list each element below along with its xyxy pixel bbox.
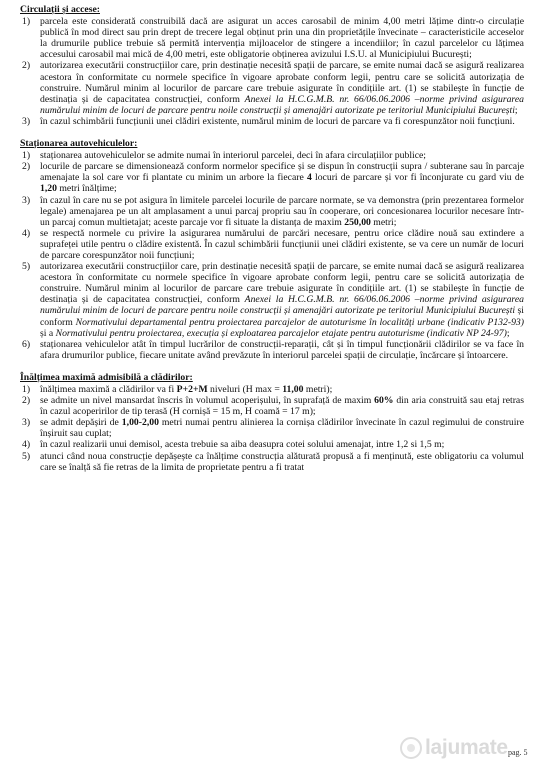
italic-reference: Normativului pentru proiectarea, execuția și exploatarea parcajelor etajate pentru autoturisme (indicativ NP 24-97)	[55, 327, 507, 339]
list-item-text	[36, 384, 524, 395]
list-item-number: 3)	[22, 115, 31, 127]
list-item	[20, 451, 524, 473]
text-run: staționarea autovehiculelor se admite numai în interiorul parcelei, deci în afara circulațiilor publice;	[40, 150, 426, 162]
text-run: metri);	[303, 384, 333, 395]
list-item-text	[36, 195, 524, 228]
italic-reference: Anexei la H.C.G.M.B. nr. 66/06.06.2006 –norme privind asigurarea numărului minim de locuri de parcare pentru noile construcții și amenajări autorizate pe teritoriul Municipiului București	[40, 93, 524, 116]
list-item-number: 5)	[22, 450, 31, 462]
list-item-number: 2)	[22, 161, 31, 173]
list-item	[20, 417, 524, 439]
list-stationarea	[20, 150, 524, 361]
list-item-number: 2)	[22, 60, 31, 72]
section-title-circulatii: Circulații și accese:	[20, 4, 100, 15]
text-run: din aria construită sau etaj retras în cazul acoperirilor de tip terasă (H cornișă = 15 m, H coamă = 17 m);	[40, 395, 524, 418]
list-item-number: 3)	[22, 194, 31, 206]
text-run: și conform	[40, 305, 524, 328]
text-run: ;	[506, 327, 510, 339]
list-item-number: 5)	[22, 261, 31, 273]
list-inaltimea	[20, 384, 524, 473]
text-run: în cazul realizarii unui demisol, acesta trebuie sa aiba deasupra cotei solului amenajat, intre 1,2 si 1,5 m;	[40, 439, 445, 451]
page-number: pag. 5	[508, 748, 528, 757]
list-item	[20, 161, 524, 194]
list-item	[20, 228, 524, 261]
text-run: parcela este considerată construibilă dacă are asigurat un acces carosabil de minim 4,00 metri lățime dintr-o circulație publică în mod direct sau prin drept de trecere legal obținut prin una din proprietățile învecinate – caracteristicile acceselor la drumurile publice trebuie să permită intervenția mijloacelor de stingere a incendiilor; în cazul parcelelor cu lățimea accesului carosabil mai mică de 4,00 metri, este obligatorie obținerea avizului I.S.U. al Municipiului București;	[40, 16, 524, 61]
text-run: niveluri (H max =	[207, 384, 283, 395]
bold-value: 4	[306, 172, 312, 184]
italic-reference: Normativului departamental pentru proiectarea parcajelor de autoturisme în localități urbane (indicativ P132-93)	[75, 316, 524, 328]
watermark-text: lajumate	[425, 736, 508, 759]
bold-value: 1,20	[40, 183, 57, 195]
list-item-text	[36, 228, 524, 261]
text-run: metri înălțime;	[56, 183, 117, 195]
list-item-number: 6)	[22, 338, 31, 350]
text-run: în cazul schimbării funcțiunii unei clădiri existente, numărul minim de locuri de parcare va fi corespunzător noii funcțiuni.	[40, 115, 515, 127]
list-item-number: 1)	[22, 150, 31, 162]
text-run: se respectă normele cu privire la asigurarea numărului de parcări necesare, pentru orice clădire nouă sau extindere a suprafeței utile pentru o clădire existentă. În cazul schimbării funcțiunii unei clădiri existente, se va cere un număr de locuri de parcare corespunzător noii funcțiuni;	[40, 227, 524, 261]
list-item-number: 4)	[22, 227, 31, 239]
text-run: metri numai pentru alinierea la cornișa clădirilor învecinate în cazul regimului de construire înșiruit sau cuplat;	[40, 417, 524, 440]
section-title-inaltimea: Înălțimea maximă admisibilă a clădirilor:	[20, 371, 193, 383]
list-item-number: 2)	[22, 395, 31, 407]
list-item-text	[36, 16, 524, 60]
list-item-number: 1)	[22, 384, 31, 395]
section-spacer	[20, 361, 524, 372]
list-item-text	[36, 439, 524, 450]
list-item-number: 3)	[22, 417, 31, 429]
bold-value: 60%	[374, 395, 394, 407]
list-item-text	[36, 451, 524, 473]
list-item-text	[36, 60, 524, 115]
list-item-number: 1)	[22, 16, 31, 28]
text-run: înălțimea maximă a clădirilor va fi	[40, 384, 177, 395]
list-item	[20, 150, 524, 161]
list-item	[20, 116, 524, 127]
lajumate-logo-icon	[400, 737, 422, 759]
text-run: se admit depășiri de	[40, 417, 122, 429]
text-run: și a	[40, 327, 56, 339]
text-run: autorizarea executării construcțiilor care, prin destinație necesită spații de parcare, se emite numai dacă se asigură realizarea acestora în conformitate cu normele specifice în vigoare aprobate conform legii, pentru care se solicită autorizația de construire. Numărul minim al locurilor de parcare care trebuie asigurate în condițiile art. (1) se stabilește în funcție de destinația și de capacitatea construcției, conform	[40, 261, 524, 306]
list-item	[20, 384, 524, 395]
text-run: staționarea vehiculelor atât în timpul lucrărilor de construcții-reparații, cât și în timpul funcționării clădirilor se va face în afara drumurilor publice, fiecare unitate având prevăzute în interiorul parcelei spații de circulație, încărcare și întoarcere.	[40, 338, 524, 361]
list-item-number: 4)	[22, 439, 31, 451]
list-item	[20, 16, 524, 60]
list-item-text	[36, 261, 524, 339]
bold-value: 250,00	[344, 216, 371, 228]
italic-reference: Anexei la H.C.G.M.B. nr. 66/06.06.2006 –norme privind asigurarea numărului minim de locuri de parcare pentru noile construcții și amenajări autorizate pe teritoriul Municipiului București	[40, 294, 524, 317]
text-run: locurile de parcare se dimensionează conform normelor specifice și se dispun în construcții supra / subterane sau în parcaje amenajate la sol care vor fi plantate cu minim un arbore la fiecare	[40, 161, 524, 184]
list-item-text	[36, 116, 524, 127]
text-run: autorizarea executării construcțiilor care, prin destinație necesită spații de parcare, se emite numai dacă se asigură realizarea acestora în conformitate cu normele specifice în vigoare aprobate conform legii, pentru care se solicită autorizația de construire. Numărul minim al locurilor de parcare care trebuie asigurate în condițiile art. (1) se stabilește în funcție de destinația și de capacitatea construcției, conform	[40, 60, 524, 105]
text-run: ;	[514, 104, 518, 116]
text-run: locuri de parcare și vor fi înconjurate cu gard viu de	[311, 172, 524, 184]
text-run: se admite un nivel mansardat înscris în volumul acoperișului, în suprafață de maxim	[40, 395, 375, 407]
bold-value: 1,00-2,00	[121, 417, 159, 429]
text-run: metri;	[370, 216, 397, 228]
document-body	[20, 4, 524, 473]
text-run: în cazul în care nu se pot asigura în limitele parcelei locurile de parcare normate, se va demonstra (prin prezentarea formelor legale) amenajarea pe un alt amplasament a unui parcaj propriu sau în cooperare, ori concesionarea locurilor necesare într-un parcaj comun multietajat; aceste parcaje vor fi situate la distanța de maxim	[40, 194, 524, 228]
list-circulatii	[20, 16, 524, 127]
text-run: atunci când noua construcție depășește ca înălțime construcția alăturată propusă a fi menținută, este obligatoriu ca volumul care se înalță să fie retras de la limita de proprietate pentru a fi tratat	[40, 450, 524, 473]
list-item-text	[36, 150, 524, 161]
list-item-text	[36, 339, 524, 361]
list-item-text	[36, 395, 524, 417]
list-item	[20, 195, 524, 228]
section-spacer	[20, 127, 524, 138]
list-item-text	[36, 417, 524, 439]
section-title-stationarea: Staționarea autovehiculelor:	[20, 138, 138, 150]
list-item	[20, 439, 524, 450]
list-item	[20, 60, 524, 115]
list-item-text	[36, 161, 524, 194]
list-item	[20, 339, 524, 361]
bold-value: P+2+M	[176, 384, 208, 395]
list-item	[20, 261, 524, 339]
list-item	[20, 395, 524, 417]
bold-value: 11,00	[282, 384, 304, 395]
